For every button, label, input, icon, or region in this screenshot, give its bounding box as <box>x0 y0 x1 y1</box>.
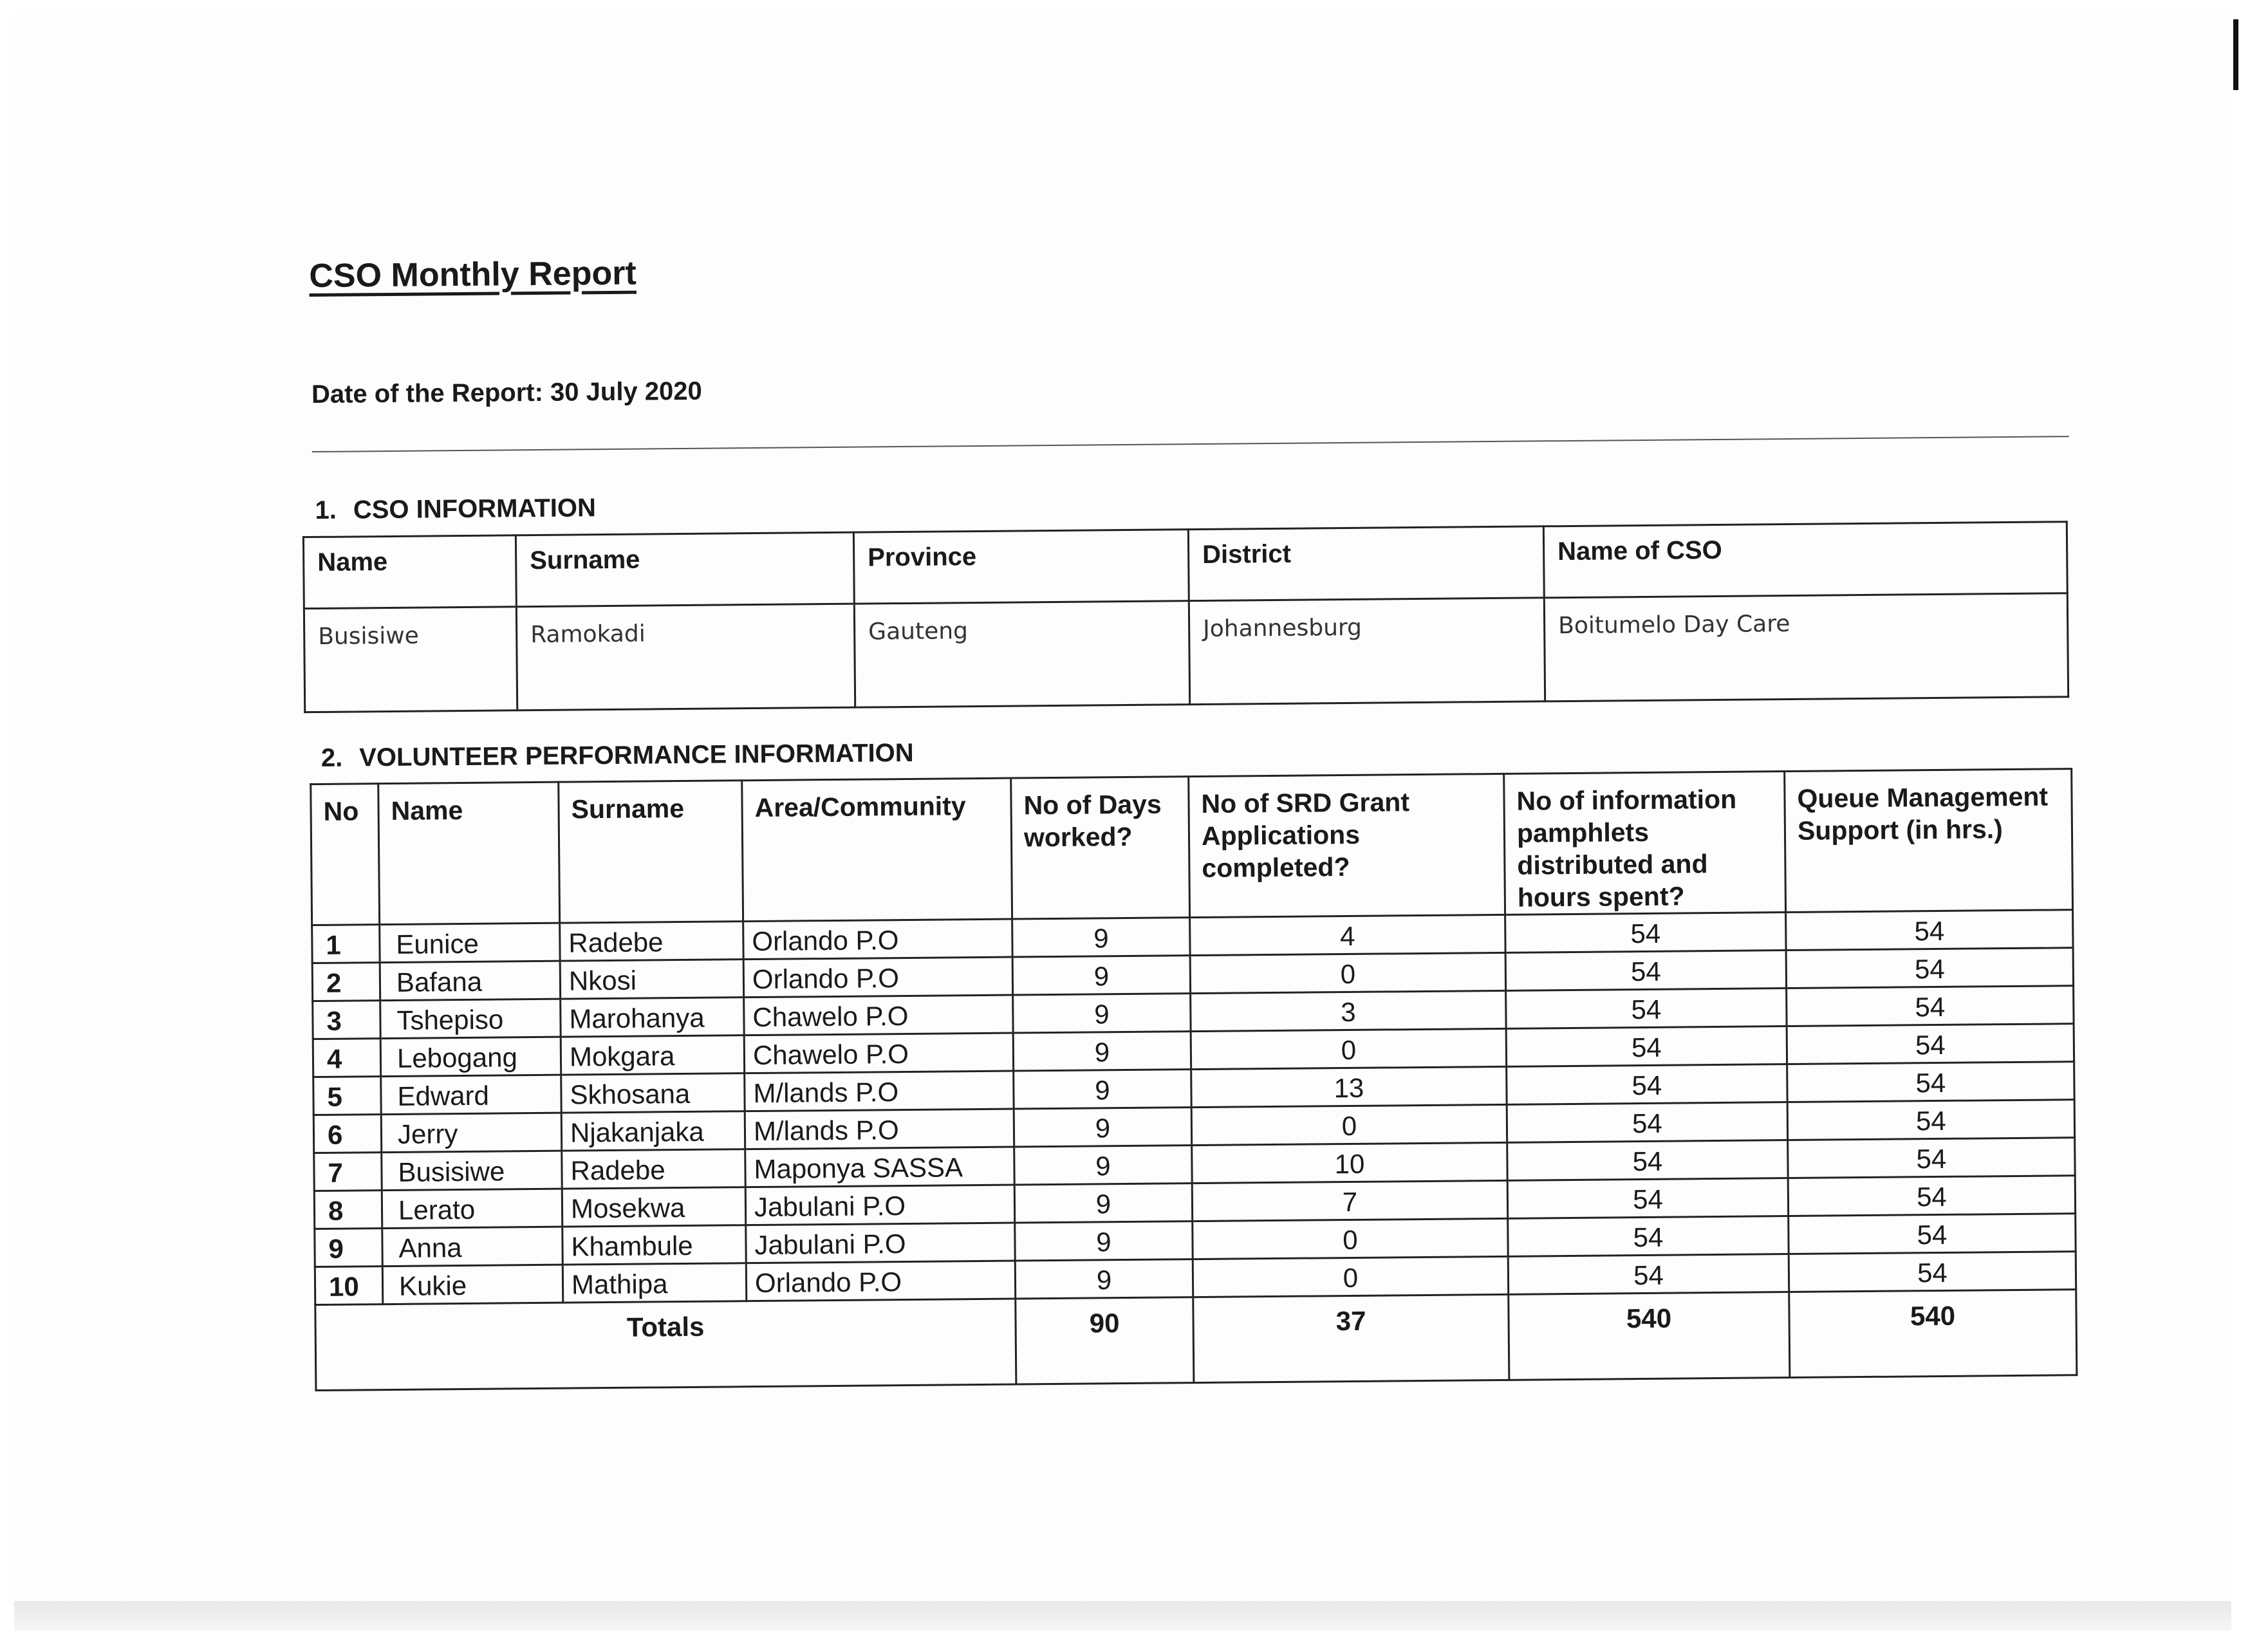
cell-srd: 3 <box>1191 990 1506 1031</box>
cell-no: 5 <box>313 1077 382 1115</box>
header-queue-management: Queue Management Support (in hrs.) <box>1785 769 2073 913</box>
cell-days: 9 <box>1012 956 1191 995</box>
cell-name: Bafana <box>380 961 561 1000</box>
cell-queue: 54 <box>1787 1062 2074 1102</box>
cell-name: Kukie <box>382 1265 563 1304</box>
cell-pamphlets: 54 <box>1507 1102 1787 1143</box>
cell-district: Johannesburg <box>1189 598 1545 705</box>
header-province: Province <box>853 530 1189 604</box>
cell-surname: Marohanya <box>561 998 745 1037</box>
cell-name: Eunice <box>380 923 561 962</box>
header-district: District <box>1188 526 1544 601</box>
cell-queue: 54 <box>1787 1100 2074 1140</box>
cell-no: 9 <box>315 1229 383 1267</box>
cell-srd: 10 <box>1192 1142 1507 1183</box>
cell-srd: 7 <box>1192 1180 1507 1221</box>
divider <box>312 436 2069 452</box>
cell-surname: Nkosi <box>560 960 744 999</box>
cell-queue: 54 <box>1789 1252 2076 1292</box>
header-name: Name <box>303 535 516 609</box>
cell-no: 7 <box>314 1153 382 1191</box>
cell-pamphlets: 54 <box>1507 1140 1788 1181</box>
section-title: VOLUNTEER PERFORMANCE INFORMATION <box>359 738 914 772</box>
header-area-community: Area/Community <box>742 778 1012 922</box>
report-date <box>311 377 702 409</box>
cell-days: 9 <box>1014 1070 1192 1109</box>
section-heading-volunteer-performance <box>321 739 914 773</box>
cell-queue: 54 <box>1788 1176 2075 1216</box>
report-date-label: Date of the Report: <box>311 378 544 409</box>
cell-queue: 54 <box>1789 1214 2076 1254</box>
total-days: 90 <box>1016 1297 1194 1384</box>
total-srd: 37 <box>1193 1294 1509 1382</box>
header-days-worked: No of Days worked? <box>1011 777 1190 919</box>
cell-days: 9 <box>1014 1108 1192 1147</box>
header-surname: Surname <box>516 532 854 607</box>
cell-days: 9 <box>1012 918 1191 957</box>
section-heading-cso-information <box>315 494 596 525</box>
cell-name-of-cso: Boitumelo Day Care <box>1544 593 2068 701</box>
section-number: 2. <box>321 743 343 772</box>
volunteer-performance-table <box>310 768 2078 1391</box>
cso-information-table <box>302 521 2069 713</box>
table-header-row <box>311 769 2073 925</box>
header-name-of-cso: Name of CSO <box>1543 522 2067 598</box>
cell-pamphlets: 54 <box>1508 1254 1789 1295</box>
cell-no: 4 <box>313 1039 381 1077</box>
cell-srd: 0 <box>1193 1218 1508 1259</box>
cell-no: 2 <box>312 963 380 1001</box>
cell-srd: 0 <box>1191 1028 1506 1069</box>
cell-queue: 54 <box>1788 1138 2075 1178</box>
cell-pamphlets: 54 <box>1505 951 1786 991</box>
cell-area: Maponya SASSA <box>745 1147 1014 1187</box>
cell-pamphlets: 54 <box>1505 913 1786 953</box>
cell-no: 3 <box>313 1001 381 1039</box>
section-number: 1. <box>315 496 337 524</box>
cell-no: 8 <box>314 1191 382 1229</box>
cell-area: Orlando P.O <box>746 1261 1015 1301</box>
cell-days: 9 <box>1015 1259 1193 1299</box>
cell-name: Tshepiso <box>380 999 561 1038</box>
cell-days: 9 <box>1014 1146 1193 1185</box>
cell-surname: Khambule <box>562 1225 747 1265</box>
cell-name: Lebogang <box>380 1037 561 1076</box>
cell-surname: Radebe <box>562 1149 746 1189</box>
cell-days: 9 <box>1015 1221 1193 1261</box>
total-pamphlets: 540 <box>1509 1292 1790 1380</box>
cell-srd: 13 <box>1191 1066 1507 1107</box>
header-surname: Surname <box>559 781 743 923</box>
cell-no: 6 <box>313 1115 382 1153</box>
cell-surname: Njakanjaka <box>561 1111 745 1151</box>
cell-pamphlets: 54 <box>1507 1178 1788 1219</box>
totals-row <box>315 1290 2077 1391</box>
cell-no: 1 <box>312 925 380 963</box>
cell-province: Gauteng <box>854 601 1189 708</box>
report-date-value: 30 July 2020 <box>550 376 703 407</box>
cell-pamphlets: 54 <box>1508 1216 1789 1257</box>
cell-name: Edward <box>381 1075 562 1114</box>
table-row <box>304 593 2068 712</box>
cell-surname: Skhosana <box>561 1073 745 1113</box>
cell-days: 9 <box>1013 994 1191 1033</box>
cell-srd: 4 <box>1190 914 1505 955</box>
cell-queue: 54 <box>1786 910 2073 951</box>
cell-surname: Radebe <box>560 922 744 961</box>
cell-area: Jabulani P.O <box>745 1185 1014 1225</box>
cell-srd: 0 <box>1191 1104 1507 1145</box>
cell-area: Chawelo P.O <box>744 1033 1013 1073</box>
cell-area: Jabulani P.O <box>746 1223 1015 1263</box>
total-queue: 540 <box>1789 1290 2077 1378</box>
cell-queue: 54 <box>1787 986 2074 1026</box>
cell-no: 10 <box>315 1267 383 1305</box>
header-pamphlets: No of information pamphlets distributed and hours spent? <box>1504 772 1786 915</box>
cell-name: Busisiwe <box>304 607 517 712</box>
cell-area: Chawelo P.O <box>744 995 1013 1035</box>
cell-area: Orlando P.O <box>743 919 1012 960</box>
cell-queue: 54 <box>1787 1024 2074 1064</box>
cell-days: 9 <box>1014 1183 1193 1223</box>
cell-srd: 0 <box>1193 1256 1508 1297</box>
cell-srd: 0 <box>1190 952 1505 993</box>
header-srd-applications: No of SRD Grant Applications completed? <box>1189 774 1505 917</box>
cell-area: M/lands P.O <box>745 1109 1014 1149</box>
cell-surname: Mathipa <box>562 1263 747 1303</box>
cell-name: Anna <box>382 1227 563 1266</box>
cell-name: Lerato <box>382 1189 562 1228</box>
cell-pamphlets: 54 <box>1506 1026 1787 1067</box>
cell-surname: Mokgara <box>561 1035 745 1075</box>
totals-label: Totals <box>315 1299 1016 1390</box>
cell-name: Busisiwe <box>382 1151 562 1190</box>
header-name: Name <box>378 782 560 924</box>
cell-queue: 54 <box>1786 948 2073 988</box>
cell-pamphlets: 54 <box>1507 1064 1787 1105</box>
header-no: No <box>311 784 380 925</box>
cell-name: Jerry <box>381 1113 562 1152</box>
cell-surname: Ramokadi <box>516 604 855 710</box>
cell-area: Orlando P.O <box>743 957 1012 998</box>
cell-days: 9 <box>1013 1032 1191 1071</box>
cell-surname: Mosekwa <box>562 1187 746 1227</box>
cell-area: M/lands P.O <box>745 1071 1014 1111</box>
report-title: CSO Monthly Report <box>309 254 637 295</box>
section-title: CSO INFORMATION <box>353 494 597 524</box>
cell-pamphlets: 54 <box>1506 988 1787 1029</box>
